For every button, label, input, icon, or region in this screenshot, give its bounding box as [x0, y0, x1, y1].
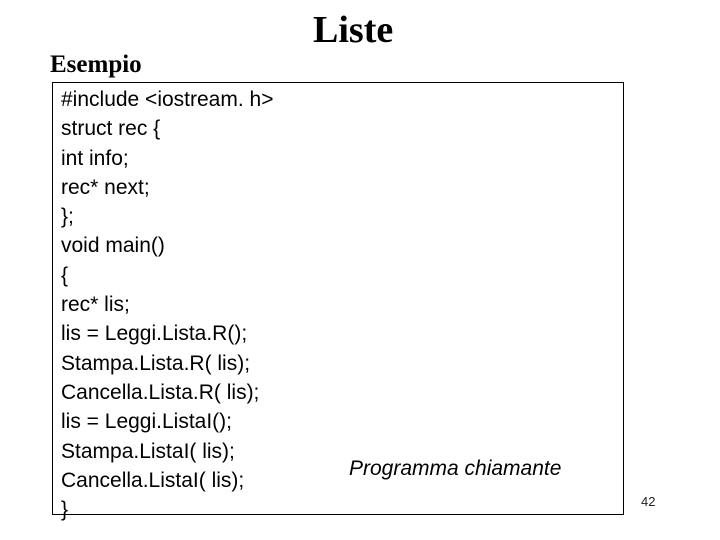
code-line: #include <iostream. h> — [61, 88, 274, 111]
code-listing — [61, 85, 273, 524]
code-line: Cancella.Lista.R( lis); — [61, 380, 260, 404]
code-line: Stampa.Lista.R( lis); — [61, 351, 251, 375]
code-line: struct rec { — [61, 117, 161, 141]
code-line: lis = Leggi.ListaI(); — [61, 410, 232, 434]
code-line: }; — [61, 205, 74, 229]
code-line: Cancella.ListaI( lis); — [61, 468, 245, 492]
code-line: } — [61, 498, 69, 522]
code-line: rec* next; — [61, 175, 150, 199]
code-line: void main() — [61, 234, 165, 258]
slide-title: Liste — [313, 9, 394, 51]
code-caption: Programma chiamante — [349, 457, 562, 480]
code-line: int info; — [61, 146, 129, 170]
code-box — [52, 82, 624, 522]
code-line: lis = Leggi.Lista.R(); — [61, 322, 248, 346]
page-number: 42 — [641, 494, 656, 509]
code-line: rec* lis; — [61, 293, 130, 317]
code-line: { — [61, 263, 69, 287]
code-line: Stampa.ListaI( lis); — [61, 439, 235, 463]
slide-subtitle: Esempio — [50, 51, 142, 78]
